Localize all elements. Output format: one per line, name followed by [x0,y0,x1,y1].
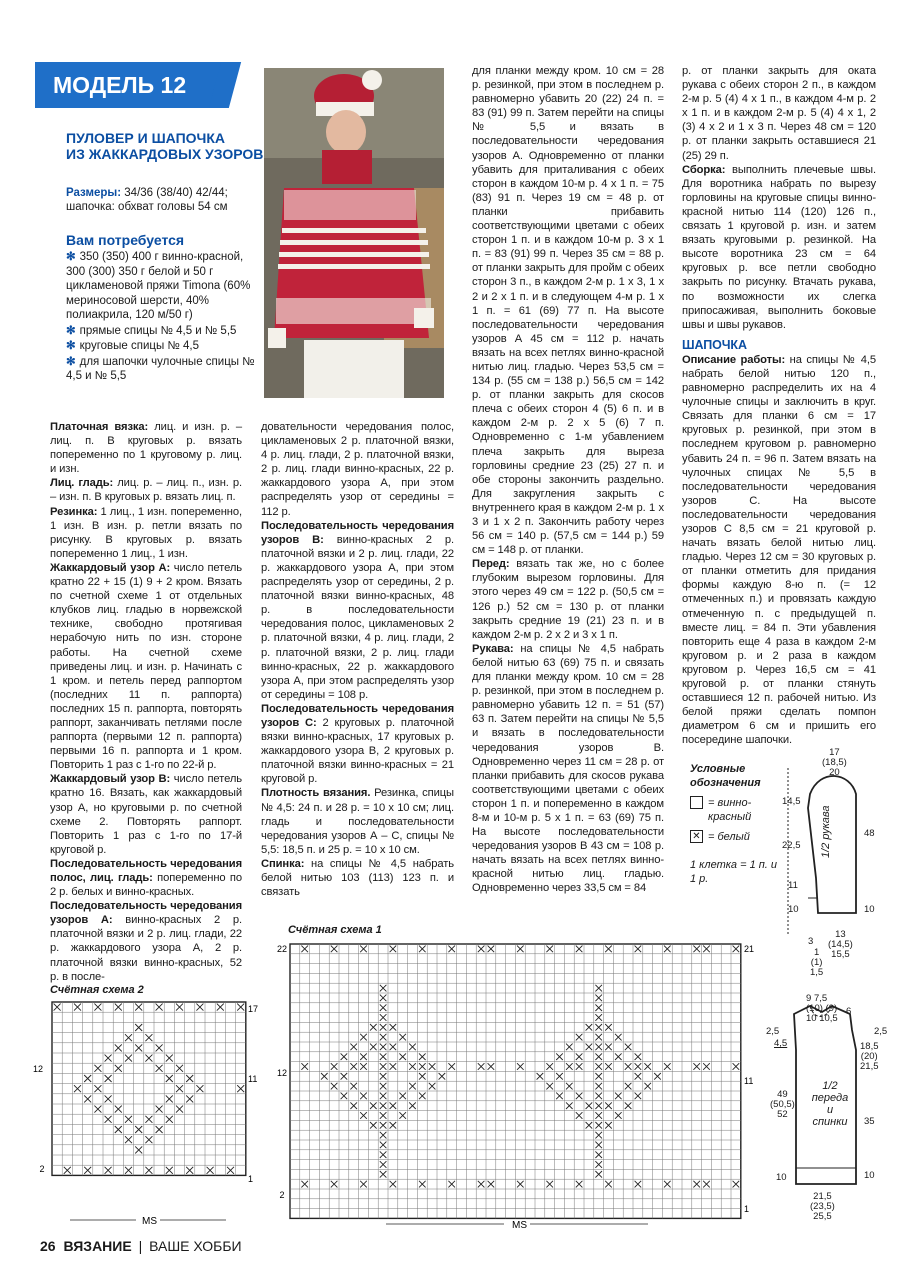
chart-row-label: 1 [744,1204,750,1214]
ms-label: MS [142,1216,157,1227]
dim-label: 6 [846,1006,852,1017]
text-column-3 [472,64,664,896]
paragraph: Последовательность чередования узоров В: винно-красных 2 р. платочной вязки и 2 р. лиц. глади, 22 р. жаккардового узора А, при этом распределять узор от середины, 2 р. платочной вязки винно-красных, 48 р. в последовательности чередования полос, цикламеновых 2 р. платочной вязки, 4 р. лиц. глади, 2 р. платочной вязки, 2 р. лиц. глади винно-красных, 22 р. жаккардового узора А, при этом распределять узор от середины = 108 р. [261,519,454,701]
sleeve-schematic [780,748,920,988]
title-line-2: ИЗ ЖАККАРДОВЫХ УЗОРОВ [66,146,264,162]
paragraph: Последовательность чередования узоров С: 2 круговых р. платочной вязки винно-красных, 17 круговых р. жаккардового узора В, 2 круговых р. платочной вязки винно-красных = 21 круговой р. [261,702,454,786]
chart-row-label: 22 [276,944,288,954]
magazine-name: ВЯЗАНИЕ [63,1238,132,1254]
dim-label: 2,5 [766,1026,780,1037]
chart-row-label: 12 [32,1064,44,1074]
empty-square-icon [690,796,703,809]
chart-row-label: 2 [39,1164,45,1174]
dim-label: 35 [864,1116,875,1127]
ms-label: MS [512,1220,527,1231]
sleeve-bottom-dim-2: 1 (1) 1,5 [810,947,824,978]
paragraph: Сборка: выполнить плечевые швы. Для воротника набрать по вырезу горловины на круговые спицы винно-красной нитью 114 (120) 126 п., связать 1 круговой р. изн. и затем вязать круговыми р. резинкой. На высоте воротника 23 см = 64 круговых р. все петли свободно закрыть по рисунку. Втачать рукава, по возможности их слегка припосаживая, выполнить боковые швы и швы рукавов. [682,163,876,331]
dim-label: 14,5 [782,796,801,807]
paragraph: Перед: вязать так же, но с более глубоким вырезом горловины. Для этого через 49 см = 122 р. (50,5 см = 126 р.) 52 см = 130 р. от планки закрыть средние 19 (21) 23 п. и в каждом 2-м р. 2 х 2 и 3 х 1 п. [472,558,664,641]
snowflake-icon: ✻ [66,251,76,263]
chart2 [30,998,270,1230]
dim-label: 4,5 [774,1038,788,1049]
chart1-title: Счётная схема 1 [288,924,382,936]
paragraph: Лиц. гладь: лиц. р. – лиц. п., изн. р. – изн. п. В круговых р. вязать лиц. п. [50,477,242,504]
sleeve-bottom-dim: 13 (14,5) 15,5 [828,929,853,960]
body-bottom-dim: 21,5 (23,5) 25,5 [810,1191,835,1222]
chart-row-label: 2 [279,1190,285,1200]
legend-cell-note: 1 клетка = 1 п. и 1 р. [690,859,778,885]
dim-label: 48 [864,828,875,839]
paragraph: Жаккардовый узор А: число петель кратно 22 + 15 (1) 9 + 2 кром. Вязать по счетной схеме 1 от отдельных клубков лиц. гладью в норвежской технике, свободно протягивая нерабочую нить по изн. стороне работы. На счетной схеме приведены лиц. и изн. р. Начинать с 1 кром. и петель перед раппортом (последних 11 п. раппорта) последних 15 п. раппорта, повторять раппорт, заканчивать петлями после раппорта (первыми 12 п. раппорта) первыми 16 п. раппорта и 1 кром. Повторить 1 раз с 1-го по 22-й р. [50,561,242,772]
dim-label: 3 [808,936,814,947]
snowflake-icon: ✻ [66,340,76,352]
body-right-dim: 18,5 (20) 21,5 [860,1041,879,1072]
chart1 [276,936,766,1232]
legend-item-white: ✕ = белый [690,830,780,844]
paragraph: Плотность вязания. Резинка, спицы № 4,5: 24 п. и 28 р. = 10 х 10 см; лиц. гладь и последовательности чередования узоров А – С, спицы № 5,5: 18,5 п. и 25 р. = 10 х 10 см. [261,787,454,856]
dim-label: 22,5 [782,840,801,851]
body-top-dim-3: 10 10,5 [806,1013,838,1024]
paragraph: довательности чередования полос, цикламеновых 2 р. платочной вязки, 4 р. лиц. глади, 2 р. платочной вязки, 2 р. лиц. глади винно-красных, 22 р. жаккардового узора А, при этом распределять узор от середины = 112 р. [261,421,454,518]
chart-grid [290,944,741,1218]
body-schematic [766,990,922,1228]
page-footer: 26 ВЯЗАНИЕ | ВАШЕ ХОББИ [40,1238,242,1254]
material-item: ✻ 350 (350) 400 г винно-красной, 300 (300) 350 г белой и 50 г цикламеновой пряжи Timona (60% мериносовой шерсти, 40% полиакрила, 120 м/50 г) [66,251,251,321]
dim-label: 2,5 [874,1026,888,1037]
sleeve-label: 1/2 рукава [820,805,832,858]
snowflake-icon: ✻ [66,324,76,337]
model-photo [264,68,444,398]
paragraph: Резинка: 1 лиц., 1 изн. попеременно, 1 изн. В изн. р. петли вязать по рисунку. В круговых р. вязать попеременно 1 лиц., 1 изн. [50,505,242,560]
pattern-title [66,130,266,162]
paragraph: Платочная вязка: лиц. и изн. р. – лиц. п. В круговых р. вязать попеременно по 1 круговому р. лиц. и изн. [50,421,242,476]
body-left-dim: 49 (50,5) 52 [770,1089,795,1120]
body-top-dim: 9 7,5 [806,993,828,1004]
body-top-dim-2: (10) (9) [806,1003,838,1014]
dim-label: 10 [864,1170,875,1181]
paragraph: Жаккардовый узор В: число петель кратно 16. Вязать, как жаккардовый узор А, но круговыми р. по счетной схеме 2. Повторять раппорт. Повторить 1 раз с 1-го по 17-й круговой р. [50,773,242,856]
text-column-1 [50,420,242,984]
hat-heading: ШАПОЧКА [682,337,747,352]
text-column-2 [261,420,454,899]
chart-row-label: 1 [248,1174,254,1184]
page-number: 26 [40,1238,56,1254]
title-line-1: ПУЛОВЕР И ШАПОЧКА [66,130,226,146]
sizes-block [66,186,262,214]
chart-row-label: 12 [276,1068,288,1078]
snowflake-icon: ✻ [66,355,76,368]
legend-title: Условные обозначения [690,763,761,789]
body-label: 1/2 переда и спинки [811,1080,849,1128]
dim-label: 10 [776,1172,787,1183]
materials-list [66,250,262,385]
paragraph: Спинка: на спицы № 4,5 набрать белой нитью 103 (113) 123 п. и связать [261,857,454,899]
material-item: ✻ круговые спицы № 4,5 [66,340,199,352]
paragraph: Описание работы: на спицы № 4,5 набрать белой нитью 120 п., равномерно распределить их на 4 чулочные спицы и заключить в круг. Связать для планки 6 см = 17 круговых р. резинкой, при этом в последнем круговом р. равномерно убавить 24 п. = 96 п. Затем вязать на чулочных спицах № 5,5 в последовательности чередования узоров С. На высоте последовательности чередования узоров С 8,5 см = 21 круговой р. начать вязать белой нитью лиц. гладью. Через 12 см = 30 круговых р. от планки отметить для придания формы каждую 8-ю п. (= 12 отмеченных п.) и провязать каждую отмеченную п. с предыдущей п. вместе лиц. = 84 п. Эти убавления повторить еще 4 раза в каждом 2-м круговом р. и 2 раза в каждом круговом р. Через 16,5 см = 41 круговой р. от планки стянуть оставшиеся 12 п. рабочей нитью. Из белой пряжи сделать помпон диаметром 6 см и пришить его посередине шапочки. [682,353,876,747]
material-item: ✻ прямые спицы № 4,5 и № 5,5 [66,324,237,337]
chart-row-label: 11 [248,1074,258,1084]
sleeve-top-dim: 17 (18,5) 20 [822,747,847,778]
chart-row-label: 11 [744,1076,754,1086]
dim-label: 10 [788,904,799,915]
chart-grid [52,1002,246,1175]
model-banner: МОДЕЛЬ 12 [35,62,225,108]
paragraph: Рукава: на спицы № 4,5 набрать белой нитью 63 (69) 75 п. и связать для планки между кром. 10 см = 28 р. резинкой, при этом в последнем р. равномерно убавить 12 п. = 51 (57) 63 п. Затем перейти на спицы № 5,5 и вязать в последовательности чередования узоров В. Одновременно через 11 см = 28 р. от планки прибавить для скосов рукава соответствующими цветами с обеих сторон 1 п. и попеременно в каждом 8-м и 10-м р. 5 х 1 п. = 63 (69) 75 п. На высоте последовательности чередования узоров В 43 см = 108 р. начать вязать на всех петлях винно-красной нитью лиц. гладью. Одновременно через 33,5 см = 84 [472,642,664,895]
material-item: ✻ для шапочки чулочные спицы № 4,5 и № 5,5 [66,355,255,382]
chart-row-label: 17 [248,1004,259,1014]
sizes-label: Размеры: [66,187,122,199]
cross-square-icon: ✕ [690,830,703,843]
chart-row-label: 21 [744,944,755,954]
paragraph: Последовательность чередования полос, лиц. гладь: попеременно по 2 р. белых и винно-красных. [50,857,242,899]
legend [690,762,780,886]
legend-item-red: = винно-красный [690,796,780,824]
magazine-subtitle: ВАШЕ ХОББИ [149,1238,242,1254]
sizes-text: 34/36 (38/40) 42/44; шапочка: обхват головы 54 см [66,187,228,213]
text-column-4 [682,64,876,748]
chart2-title: Счётная схема 2 [50,984,144,996]
dim-label: 11 [788,880,798,891]
paragraph: для планки между кром. 10 см = 28 р. резинкой, при этом в последнем р. равномерно убавить 20 (22) 24 п. = 83 (91) 99 п. Затем перейти на спицы № 5,5 и вязать в последовательности чередования узоров А. Одновременно от планки убавить для приталивания с обеих сторон в каждом 10-м р. 4 х 1 п. = 75 (83) 91 п. Через 19 см = 48 р. от планки прибавить соответствующими цветами с обеих сторон 1 п. и в каждом 10-м р. 3 х 1 п. = 83 (91) 99 п. Через 35 см = 88 р. от планки закрыть для пройм с обеих сторон 3 п., в каждом 2-м р. 1 х 3, 1 х 2 и 2 х 1 п. и в следующем 4-м р. 1 х 1 п. = 61 (69) 77 п. На высоте последовательности чередования узоров А 45 см = 112 р. начать вязать на всех петлях винно-красной нитью лиц. гладью. Через 53,5 см = 134 р. (55 см = 138 р.) 56,5 см = 142 р. от планки закрыть для скосов плеча с обеих сторон 4 (5) 6 п. и в каждом 2-м р. 2 х 5 (6) 7 п. Одновременно с 1-м убавлением плеча закрыть для выреза горловины средние 23 (25) 27 п. и обе стороны закончить раздельно. Для закругления закрыть с внутреннего края в каждом 2-м р. 1 х 3 и 1 х 2 п. Закончить работу через 56 см = 140 р. (57,5 см = 144 р.) 59 см = 148 р. от планки. [472,65,664,557]
paragraph: р. от планки закрыть для оката рукава с обеих сторон 2 п., в каждом 2-м р. 5 (4) 4 х 1 п., в каждом 4-м р. 2 х 1 п. и в каждом 2-м р. 5 (4) 4 х 1, 2 (3) 4 х 2 и 1 х 3 п. Через 48 см = 120 р. от планки закрыть оставшиеся 21 (25) 29 п. [682,65,876,162]
dim-label: 10 [864,904,875,915]
materials-title: Вам потребуется [66,232,185,248]
paragraph: Последовательность чередования узоров А: винно-красных 2 р. платочной вязки и 2 р. лиц. глади, 22 р. жаккардового узора А, 2 р. платочной вязки винно-красных, 52 р. в после- [50,900,242,983]
